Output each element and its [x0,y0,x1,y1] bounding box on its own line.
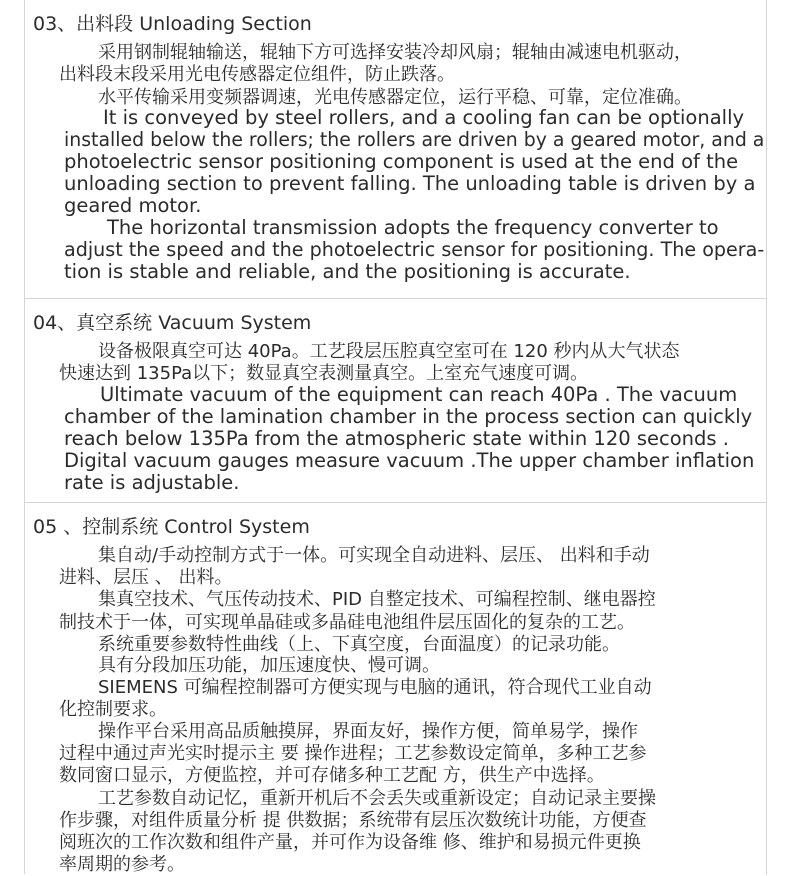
section-title: 03、出料段 Unloading Section [33,13,312,35]
text-line: 快速达到 135Pa以下；数显真空表测量真空。上室充气速度可调。 [59,363,589,384]
text-line: 具有分段加压功能，加压速度快、慢可调。 [98,655,440,676]
text-line: 数同窗口显示，方便监控，并可存储多种工艺配 方，供生产中选择。 [59,765,605,786]
text-line: 系统重要参数特性曲线（上、下真空度，台面温度）的记录功能。 [98,634,620,655]
text-line: 率周期的参考。 [59,854,185,875]
text-line: 进料、层压 、 出料。 [59,567,233,588]
text-line: installed below the rollers; the rollers are driven by a geared motor, and a [64,128,765,151]
section-title: 04、真空系统 Vacuum System [33,312,312,334]
text-line: 采用钢制辊轴输送，辊轴下方可选择安装冷却风扇；辊轴由减速电机驱动， [98,42,692,63]
text-line: 作步骤，对组件质量分析 提 供数据；系统带有层压次数统计功能，方便查 [59,810,647,831]
text-line: SIEMENS 可编程控制器可方便实现与电脑的通讯，符合现代工业自动 [98,677,652,698]
text-line: 设备极限真空可达 40Pa。工艺段层压腔真空室可在 120 秒内从大气状态 [98,341,680,362]
section-title: 05 、控制系统 Control System [33,516,310,538]
text-line: Ultimate vacuum of the equipment can reach 40Pa . The vacuum [100,383,738,406]
text-line: 阅班次的工作次数和组件产量，并可作为设备维 修、维护和易损元件更换 [59,832,641,853]
text-line: 操作平台采用高品质触摸屏，界面友好，操作方便，简单易学，操作 [98,721,638,742]
text-line: rate is adjustable. [64,471,240,494]
text-line: 工艺参数自动记忆，重新开机后不会丢失或重新设定；自动记录主要操 [98,788,656,809]
text-line: 出料段末段采用光电传感器定位组件，防止跌落。 [59,64,455,85]
text-line: 过程中通过声光实时提示主 要 操作进程；工艺参数设定简单，多种工艺参 [59,743,647,764]
text-line: 化控制要求。 [59,699,167,720]
section-divider [25,502,766,503]
text-line: tion is stable and reliable, and the positioning is accurate. [64,260,631,283]
text-line: 制技术于一体，可实现单晶硅或多晶硅电池组件层压固化的复杂的工艺。 [59,612,635,633]
text-line: photoelectric sensor positioning component is used at the end of the [64,150,739,173]
text-line: 集自动/手动控制方式于一体。可实现全自动进料、层压、 出料和手动 [98,545,650,566]
text-line: It is conveyed by steel rollers, and a cooling fan can be optionally [103,106,745,129]
text-line: unloading section to prevent falling. The unloading table is driven by a [64,172,756,195]
text-line: reach below 135Pa from the atmospheric state within 120 seconds . [64,427,729,450]
text-line: geared motor. [64,194,202,217]
text-line: The horizontal transmission adopts the frequency converter to [107,216,719,239]
section-divider [25,298,766,299]
text-line: Digital vacuum gauges measure vacuum .The upper chamber inflation [64,449,755,472]
text-line: 水平传输采用变频器调速，光电传感器定位，运行平稳、可靠，定位准确。 [98,87,692,108]
text-line: chamber of the lamination chamber in the process section can quickly [64,405,753,428]
text-line: 集真空技术、气压传动技术、PID 自整定技术、可编程控制、继电器控 [98,589,656,610]
text-line: adjust the speed and the photoelectric sensor for positioning. The opera- [64,238,765,261]
